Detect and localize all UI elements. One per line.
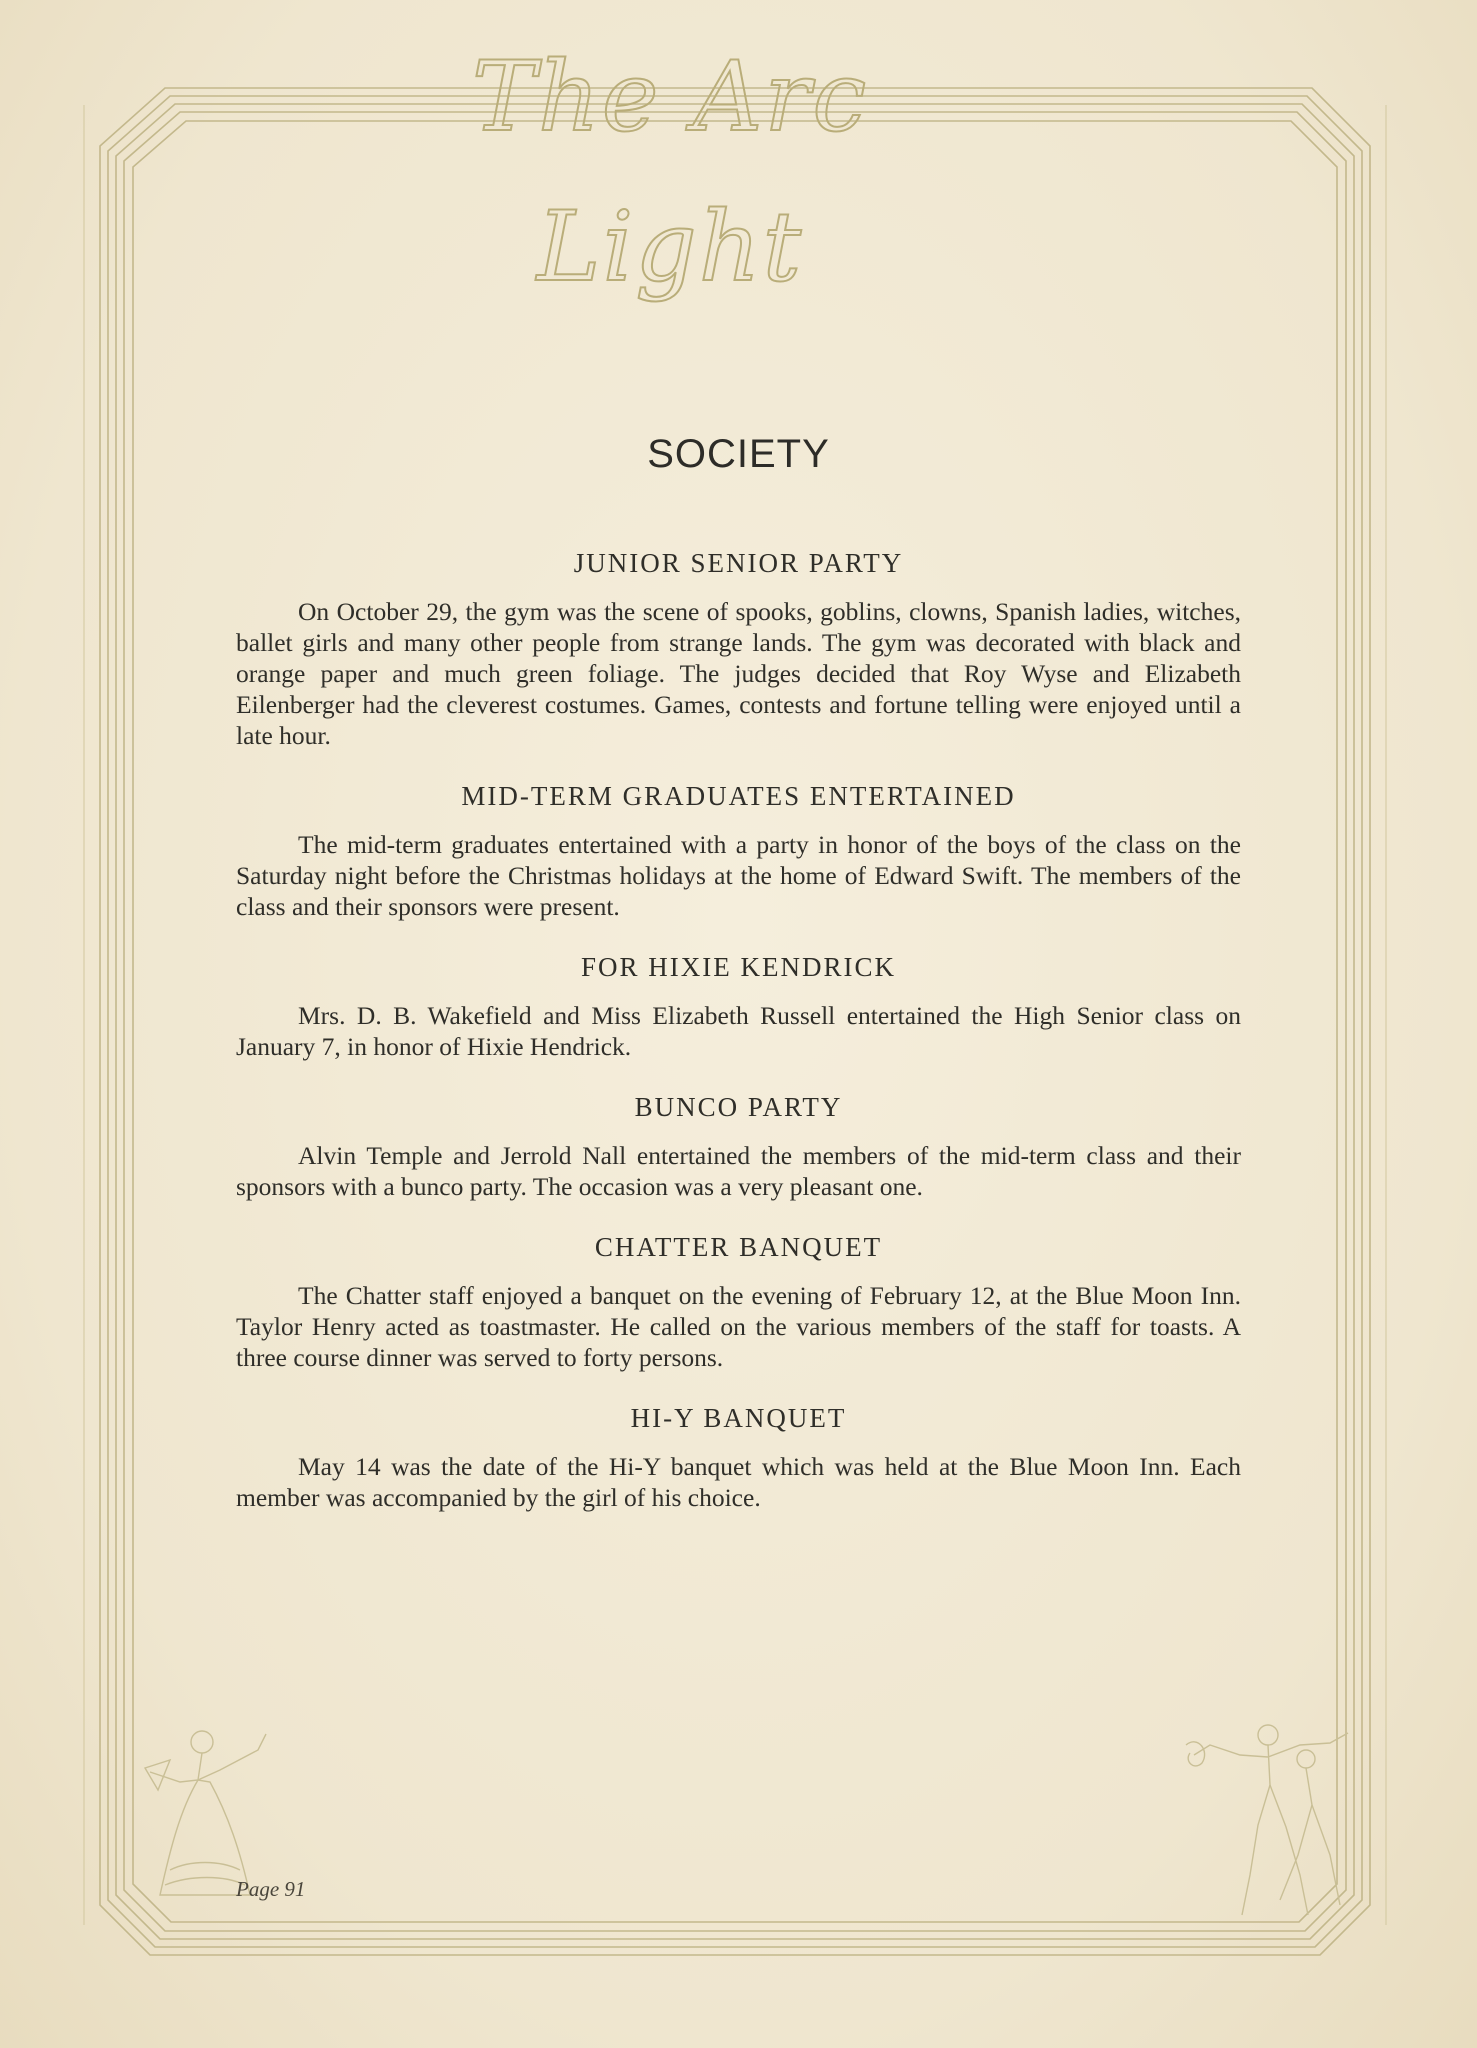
dancer-illustration-right <box>1180 1715 1370 1935</box>
article-chatter-banquet <box>236 1232 1241 1373</box>
article-heading: BUNCO PARTY <box>634 1092 843 1122</box>
masthead <box>430 22 910 303</box>
section-title: SOCIETY <box>647 432 830 476</box>
article-junior-senior-party <box>236 548 1241 751</box>
article-body: The mid-term graduates entertained with a party in honor of the boys of the class on the Saturday night before the Christmas holidays at the home of Edward Swift. The members of the class and their sponsors were present. <box>236 830 1241 921</box>
article-heading: CHATTER BANQUET <box>594 1232 883 1262</box>
article-body: May 14 was the date of the Hi-Y banquet which was held at the Blue Moon Inn. Each member was accompanied by the girl of his choice. <box>236 1452 1241 1512</box>
article-heading: JUNIOR SENIOR PARTY <box>573 548 904 578</box>
article-body: Alvin Temple and Jerrold Nall entertained the members of the mid-term class and their sponsors with a bunco party. The occasion was a very pleasant one. <box>236 1141 1241 1201</box>
masthead-title: The Arc Light <box>471 41 869 303</box>
article-heading: HI-Y BANQUET <box>630 1403 847 1433</box>
article-for-hixie-kendrick <box>236 952 1241 1062</box>
page-number: Page 91 <box>236 1877 306 1901</box>
article-heading: FOR HIXIE KENDRICK <box>581 952 896 982</box>
article-body: On October 29, the gym was the scene of spooks, goblins, clowns, Spanish ladies, witches, ballet girls and many other people from strange lands. The gym was decorated with black and orange paper and much green foliage. The judges decided that Roy Wyse and Elizabeth Eilenberger had the cleverest costumes. Games, contests and fortune telling were enjoyed until a late hour. <box>236 597 1241 750</box>
article-heading: MID-TERM GRADUATES ENTERTAINED <box>461 781 1016 811</box>
article-body: The Chatter staff enjoyed a banquet on the evening of February 12, at the Blue Moon Inn. Taylor Henry acted as toastmaster. He called on the various members of the staff for toasts. A three course dinner was served to forty persons. <box>236 1281 1241 1372</box>
article-hi-y-banquet <box>236 1403 1241 1513</box>
article-mid-term-graduates <box>236 781 1241 922</box>
article-list <box>236 548 1241 1543</box>
article-bunco-party <box>236 1092 1241 1202</box>
article-body: Mrs. D. B. Wakefield and Miss Elizabeth Russell entertained the High Senior class on January 7, in honor of Hixie Hendrick. <box>236 1001 1241 1061</box>
